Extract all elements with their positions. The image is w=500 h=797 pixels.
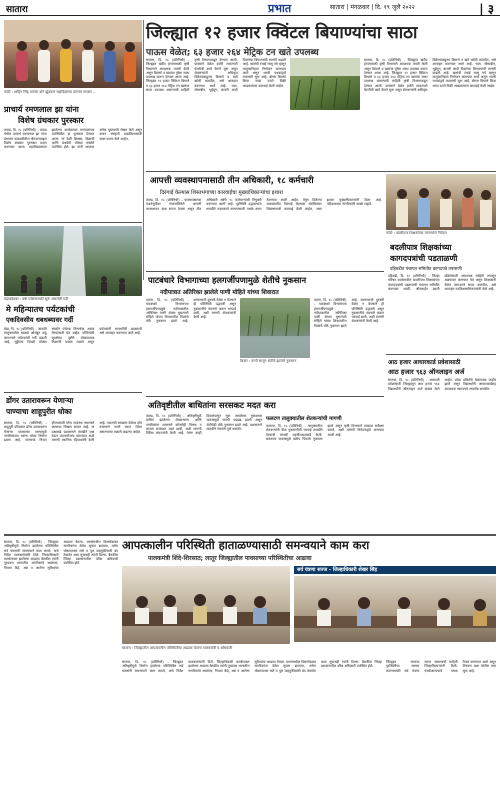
section-rule (146, 171, 496, 172)
dateline: सातारा | मंगळवार | दि. १९ जुलै २०२२ (330, 4, 415, 11)
teacher-body: दहिवडी, दि. १८ (प्रतिनिधी) - जिल्हा परिषद शाळांमधील बदलीपात्र शिक्षकांच्या कागदपत्रांची पडताळणी पंचायत समितीत करण्यात आली. ऑनलाईन बदली प्रक्रियेसाठी आवश्यक माहिती तपासून अद्ययावत करण्यात येत असून शिक्षकांनी वेळेत कागदपत्रे सादर करावीत, असे आवाहन गटशिक्षणाधिकाऱ्यांनी केले आहे. (388, 274, 496, 291)
bottom-subhead: पालकमंत्री शिंदे-शिरसाठ; लातूर जिल्ह्यातील पावसाच्या परिस्थितीचा आढावा (148, 555, 312, 562)
rain-body: कराड, दि. १८ (प्रतिनिधी) - अतिवृष्टीमुळे बाधित झालेल्या शेतकऱ्यांना आणि नागरिकांना शासनाने कोणतेही निकष न लावता सरसकट मदत द्यावी, अशी मागणी विविध संघटनांनी केली आहे. गेल्या काही दिवसांपासून सुरू असलेल्या मुसळधार पावसामुळे घरांची पडझड झाली असून शेतीचेही मोठे नुकसान झाले आहे. प्रशासनाने तातडीने पंचनामे पूर्ण करावेत. (146, 414, 262, 436)
hills-headline: डोंगर उतारावरून येणाऱ्या (6, 396, 74, 405)
main-body: सातारा, दि. १८ (प्रतिनिधी) - जिल्ह्यात खरीप हंगामासाठी कृषी विभागाने आवश्यक तयारी केली असून बियाणे व खतांचा पुरेसा साठा उपलब्ध करून देण्यात आला आहे. जिल्ह्यात १२ हजार क्विंटल बियाणे व ६३ हजार २६४ मेट्रिक टन खतांचा साठा उपलब्ध असल्याची माहिती कृषी विभागाकडून देण्यात आली. पावसाने वेळेत हजेरी लावल्याने पेरणीची कामे वेगाने सुरू असून शेतकऱ्यांनी अधिकृत विक्रेत्यांकडूनच बियाणे व खते खरेदी करावीत, असे आवाहन करण्यात आले आहे. भात, सोयाबीन, भुईमूग, बाजरी आदी पिकांच्या बियाण्यांची मागणी वाढली आहे. खतांची टंचाई भासू नये म्हणून तालुकानिहाय नियोजन करण्यात आले असून भरारी पथकांद्वारे तपासणी सुरू आहे. बोगस बियाणे किंवा जादा दराने विक्री आढळल्यास कारवाई केली जाईल. (146, 58, 286, 93)
section-rule-right (386, 354, 496, 355)
hills-headline-2: पाण्याचा शाहूपुरीत धोका (6, 407, 72, 416)
flood-illustration (240, 298, 310, 358)
meeting-photo (122, 566, 290, 644)
officials-illustration (294, 576, 496, 642)
seeds-photo (290, 58, 360, 110)
tourists-headline-2: एकदिवसीय धबधब्यावर गर्दी (6, 316, 74, 324)
aadhaar-headline-2: आठ हजार ९६३ ऑनलाइन अर्ज (388, 368, 465, 376)
aadhaar-headline: आठ हजार आधारकार्ड प्रवेशासाठी (388, 360, 461, 366)
disaster-headline: आपत्ती व्यवस्थापनासाठी तीन अधिकारी, १८ कर्मचारी (150, 176, 314, 186)
bottom-headline: आपत्कालीन परिस्थिती हाताळण्यासाठी समन्वयाने काम करा (122, 538, 370, 552)
flooded-field-photo (240, 298, 310, 358)
tourists-caption: महाबळेश्वर : वर्षा पर्यटनासाठी सुरू असलेली गर्दी (4, 297, 69, 301)
teacher-headline: बदलीपात्र शिक्षकांच्या (390, 243, 452, 252)
main-headline: जिल्ह्यात १२ हजार क्विंटल बियाण्यांचा साठा (146, 23, 418, 43)
section-rule-mid-2 (146, 396, 384, 397)
tourists-headline: मे महिन्यातच पर्यटकांची (6, 305, 75, 314)
phaltan-body: फलटण, दि. १८ (प्रतिनिधी) - तालुक्यातील शेतकऱ्यांनी पीक नुकसानीची भरपाई तातडीने देण्याची मागणी तहसीलदारांकडे केली. सततच्या पावसामुळे खरीप पिकांचे नुकसान झाले असून कृषी विभागाने तत्काळ सर्वेक्षण करावे, अशी मागणी निवेदनाद्वारे करण्यात आली आहे. (266, 424, 384, 441)
teachers-caption: फोटो : बदलीपात्र शिक्षकांच्या मागण्यांचे निवेदन (386, 231, 447, 235)
patan-subhead: नदीपात्रात अतिरिक्त झालेले पाणी मोहिते यांच्या शिवारात (160, 290, 279, 296)
patan-caption: शिवार : पाणी साचून शेतीचे झालेले नुकसान (240, 359, 297, 363)
section-rule-mid (146, 271, 384, 272)
rain-headline: अतिवृष्टीतील बाधितांना सरसकट मदत करा (148, 400, 276, 410)
side-boxhead: सर्व यंत्रणा सज्ज - जिल्हाधिकारी शेखर सिंह (294, 566, 496, 574)
meeting-illustration (122, 566, 290, 644)
tourists-body: मेढा, दि. १८ (प्रतिनिधी) - जावळी तालुक्यातील धबधबे ओसंडून वाहू लागल्याने पर्यटकांची गर्दी वाढली आहे. सुट्टीच्या दिवशी मोठ्या संख्येने पर्यटक निसर्गाचा आनंद घेण्यासाठी येत आहेत. पोलिसांनी सुरक्षेच्या दृष्टीने धोकादायक ठिकाणी फलक लावले असून पर्यटकांनी सावधगिरी बाळगावी असे आवाहन करण्यात आले आहे. (4, 327, 142, 344)
section-name: सातारा (6, 5, 28, 15)
patan-body-cont: पाटण, दि. १८ (प्रतिनिधी) - पाटबंधारे विभागाच्या हलगर्जीपणामुळे नदीपात्रातील अतिरिक्त पाणी शेतात घुसल्याने मोहिते यांच्या शिवारातील पिकांचे मोठे नुकसान झाले आहे. कालव्याची दुरुस्ती वेळेत न केल्याने ही परिस्थिती उद्भवली असून नुकसानीचे पंचनामे करून भरपाई द्यावी, अशी मागणी शेतकऱ्यांनी केली आहे. (314, 298, 384, 328)
side-body: जिल्ह्यात संभाव्य पूरस्थितीचा सामना करण्यासाठी सर्व यंत्रणा सज्ज असल्याची माहिती जिल्हाधिकाऱ्यांनी दिली. एनडीआरएफचे पथक तैनात करण्यात आले असून नियंत्रण कक्ष चोवीस तास सुरू आहे. (386, 660, 496, 673)
teacher-headline-2: कागदपत्रांची पडताळणी (390, 254, 458, 263)
page-header (0, 0, 500, 16)
bottom-body: सातारा, दि. १८ (प्रतिनिधी) - जिल्ह्यात अतिवृष्टीमुळे निर्माण झालेल्या परिस्थितीत सर्व यंत्रणांनी समन्वयाने काम करावे, असे निर्देश पालकमंत्र्यांनी दिले. जिल्हाधिकारी कार्यालयात झालेल्या आढावा बैठकीत त्यांनी पूरप्रवण भागातील नागरिकांचे स्थलांतर, निवारा केंद्रे, अन्न व आरोग्य सुविधांचा आढावा घेतला. धरणांमधील विसर्गाबाबत नागरिकांना वेळेत सूचना द्याव्यात, तसेच धोकादायक रस्ते व पूल वाहतुकीसाठी बंद ठेवावेत अशा सूचनाही त्यांनी दिल्या. बैठकीस जिल्हा प्रशासनातील वरिष्ठ अधिकारी उपस्थित होते. (122, 660, 382, 673)
masthead-logo: प्रभात (268, 2, 292, 15)
aadhaar-body: सातारा, दि. १८ (प्रतिनिधी) - अकरावी प्रवेशासाठी जिल्ह्यातून आठ हजार ९६३ विद्यार्थ्यांनी ऑनलाइन अर्ज दाखल केले आहेत. प्रवेश प्रक्रियेचे वेळापत्रक जाहीर झाले असून विद्यार्थ्यांनी आधारकार्डसह आवश्यक कागदपत्रे अपलोड करावीत. (388, 378, 496, 391)
teachers-illustration (386, 174, 496, 230)
award-headline-2: विशेष ग्रंथकार पुरस्कार (18, 116, 84, 125)
waterfall-photo (4, 226, 142, 296)
hills-body: सातारा, दि. १८ (प्रतिनिधी) - शाहूपुरी परिसरात डोंगर उतारावरून येणाऱ्या पावसाच्या पाण्यामुळे नागरिकांच्या घरांना धोका निर्माण झाला आहे. पाण्याचा निचरा होण्यासाठी योग्य व्यवस्था नसल्याने रस्त्यावर चिखल साचत आहे. या प्रश्नाकडे प्रशासनाने तातडीने लक्ष देऊन उपाययोजना कराव्यात अशी मागणी स्थानिक रहिवाशांनी केली आहे. गटारांची स्वच्छता वेळेवर होत नसल्याने पाणी घरात शिरत असल्याच्या तक्रारी वाढल्या आहेत. (4, 421, 142, 443)
phaltan-headline: फलटण तालुक्यातील शेतकऱ्यांची मागणी (266, 416, 342, 422)
field-illustration (290, 58, 360, 110)
people-illustration (4, 20, 142, 88)
award-headline: प्राचार्य रमणलाल झा यांना (4, 105, 79, 114)
column-divider (143, 20, 144, 280)
disaster-body: कराड, दि. १८ (प्रतिनिधी) - पावसाळ्याच्या पार्श्वभूमीवर नगरपालिकेने आपत्ती व्यवस्थापन कक्ष सज्ज ठेवला असून तीन अधिकारी आणि १८ कर्मचाऱ्यांची नियुक्ती करण्यात आली आहे. पूरस्थिती उद्भवल्यास तातडीने मदतकार्य करण्यासाठी पथके तयार ठेवण्यात आली आहेत. नेमून दिलेल्या जबाबदारीत दिरंगाई केल्यास संबंधितांवर शिस्तभंगाची कारवाई केली जाईल, असा इशारा मुख्याधिकाऱ्यांनी दिला आहे. नदीकाठच्या नागरिकांनी सतर्क राहावे. (146, 198, 382, 211)
section-rule-left (4, 222, 142, 223)
section-rule-left-2 (4, 392, 142, 393)
page-number: | ३ (479, 2, 494, 16)
bottom-body-left: सातारा, दि. १८ (प्रतिनिधी) - जिल्ह्यात अतिवृष्टीमुळे निर्माण झालेल्या परिस्थितीत सर्व यंत्रणांनी समन्वयाने काम करावे, असे निर्देश पालकमंत्र्यांनी दिले. जिल्हाधिकारी कार्यालयात झालेल्या आढावा बैठकीत त्यांनी पूरप्रवण भागातील नागरिकांचे स्थलांतर, निवारा केंद्रे, अन्न व आरोग्य सुविधांचा आढावा घेतला. धरणांमधील विसर्गाबाबत नागरिकांना वेळेत सूचना द्याव्यात, तसेच धोकादायक रस्ते व पूल वाहतुकीसाठी बंद ठेवावेत अशा सूचनाही त्यांनी दिल्या. बैठकीस जिल्हा प्रशासनातील वरिष्ठ अधिकारी उपस्थित होते. (4, 540, 118, 570)
main-subhead: पाऊस वेळेत; ६३ हजार २६४ मेट्रिक टन खते उपलब्ध (146, 48, 319, 58)
teachers-photo (386, 174, 496, 230)
group-photo (4, 20, 142, 88)
disaster-subhead: दिरंगाई केल्यास शिस्तभंगाच्या कारवाईचा मुख्याधिकाऱ्यांचा इशारा (160, 190, 283, 196)
main-body-cont: सातारा, दि. १८ (प्रतिनिधी) - जिल्ह्यात खरीप हंगामासाठी कृषी विभागाने आवश्यक तयारी केली असून बियाणे व खतांचा पुरेसा साठा उपलब्ध करून देण्यात आला आहे. जिल्ह्यात १२ हजार क्विंटल बियाणे व ६३ हजार २६४ मेट्रिक टन खतांचा साठा उपलब्ध असल्याची माहिती कृषी विभागाकडून देण्यात आली. पावसाने वेळेत हजेरी लावल्याने पेरणीची कामे वेगाने सुरू असून शेतकऱ्यांनी अधिकृत विक्रेत्यांकडूनच बियाणे व खते खरेदी करावीत, असे आवाहन करण्यात आले आहे. भात, सोयाबीन, भुईमूग, बाजरी आदी पिकांच्या बियाण्यांची मागणी वाढली आहे. खतांची टंचाई भासू नये म्हणून तालुकानिहाय नियोजन करण्यात आले असून भरारी पथकांद्वारे तपासणी सुरू आहे. बोगस बियाणे किंवा जादा दराने विक्री आढळल्यास कारवाई केली जाईल. (364, 58, 496, 93)
award-body: कराड, दि. १८ (प्रतिनिधी) - कराड येथील प्राचार्य रमणलाल झा यांना ग्रंथालय चळवळीतील योगदानाबद्दल विशेष ग्रंथकार पुरस्कार प्रदान करण्यात आला. महाविद्यालयात झालेल्या कार्यक्रमात मान्यवरांच्या उपस्थितीत हा पुरस्कार देण्यात आला. या वेळी शिक्षक, विद्यार्थी आणि ग्रंथप्रेमी मोठ्या संख्येने उपस्थित होते. झा यांनी आजवर अनेक पुस्तकांचे लेखन केले असून वाचन संस्कृती वाढविण्यासाठी सतत प्रयत्न केले आहेत. (4, 128, 142, 150)
bottom-rule (4, 534, 496, 536)
photo-caption: फोटो : शाहिन सिंह पतंगरा डांगे झुंडकार महाविद्यालय डंगणार सत्कार ... (4, 90, 97, 94)
patan-headline: पाटबंधारे विभागाच्या हलगर्जीपणामुळे शेतीचे नुकसान (148, 275, 307, 285)
meeting-caption: सातारा : जिल्ह्यातील आपत्कालीन परिस्थितीचा आढावा घेताना पालकमंत्री व अधिकारी (122, 646, 233, 650)
side-photo (294, 576, 496, 642)
patan-body: पाटण, दि. १८ (प्रतिनिधी) - पाटबंधारे विभागाच्या हलगर्जीपणामुळे नदीपात्रातील अतिरिक्त पाणी शेतात घुसल्याने मोहिते यांच्या शिवारातील पिकांचे मोठे नुकसान झाले आहे. कालव्याची दुरुस्ती वेळेत न केल्याने ही परिस्थिती उद्भवली असून नुकसानीचे पंचनामे करून भरपाई द्यावी, अशी मागणी शेतकऱ्यांनी केली आहे. (146, 298, 236, 324)
teacher-intro: दहिवडीत पंचायत समितीत कागदपत्रे तपासणी (390, 267, 462, 272)
waterfall-illustration (4, 226, 142, 296)
